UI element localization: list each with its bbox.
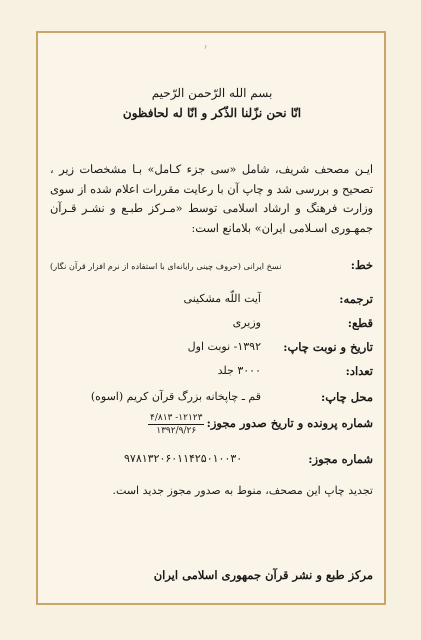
count-value: ۳۰۰۰ جلد [217, 364, 261, 377]
edition-value: ۱۳۹۲- نوبت اول [187, 340, 261, 353]
translation-label: ترجمه: [339, 292, 373, 306]
place-value: قم ـ چاپخانه بزرگ قرآن كريم (اسوه) [90, 390, 261, 403]
place-row [50, 390, 373, 408]
intro-paragraph: ايـن مصحف شريف، شامل «سى جزء كـامل» بـا مشخصات زير ، تصحيح و بررسى شد و چاپ آن با رعايت مقررات اعلام شده از سوى وزارت فرهنگ و ارشاد اسلامى توسط «مـركز طبـع و نشـر قـرآن جمهـورى اسـلامى ايران» بلامانع است: [50, 163, 373, 235]
place-label: محل چاپ: [321, 390, 373, 404]
script-row [50, 258, 373, 276]
permit-file-label: شماره پرونده و تاريخ صدور مجوز: [206, 416, 373, 430]
page-mark: ۶ [204, 44, 208, 51]
permit-number-label: شماره مجوز: [308, 452, 373, 466]
script-label: خط: [350, 258, 373, 272]
edition-row [50, 340, 373, 358]
renewal-note: تجديد چاپ اين مصحف، منوط به صدور مجوز جديد است. [112, 484, 373, 497]
permit-number-value: ۹۷۸۱۳۲۰۶۰۱۱۴۲۵۰۱۰۰۳۰ [124, 452, 243, 465]
count-row [50, 364, 373, 382]
permit-file-row [50, 413, 373, 436]
translation-row [50, 292, 373, 310]
permit-number-row [50, 452, 373, 470]
permit-date: ۱۳۹۲/۹/۲۶ [156, 426, 197, 436]
size-value: وزيرى [232, 316, 261, 329]
size-label: قطع: [347, 316, 373, 330]
edition-label: تاريخ و نوبت چاپ: [283, 340, 373, 354]
count-label: تعداد: [345, 364, 373, 378]
basmala-heading: بسم الله الرّحمن الرّحيم [151, 86, 273, 100]
verse-heading: انّا نحن نزّلنا الذّكر و انّا له لحافظون [122, 106, 302, 120]
size-row [50, 316, 373, 334]
publisher-footer: مركز طبع و نشر قرآن جمهورى اسلامى ايران [153, 568, 373, 582]
script-value: نسخ ايرانى (حروف چينى رايانه‌اى با استفاده از نرم افزار قرآن نگار) [50, 261, 282, 271]
permit-file-number: ۱۲۱۲۳- ۴/۸۱۳ [150, 413, 203, 423]
permit-file-stack [148, 412, 204, 437]
translation-value: آيت اللّه مشكينى [183, 292, 261, 305]
